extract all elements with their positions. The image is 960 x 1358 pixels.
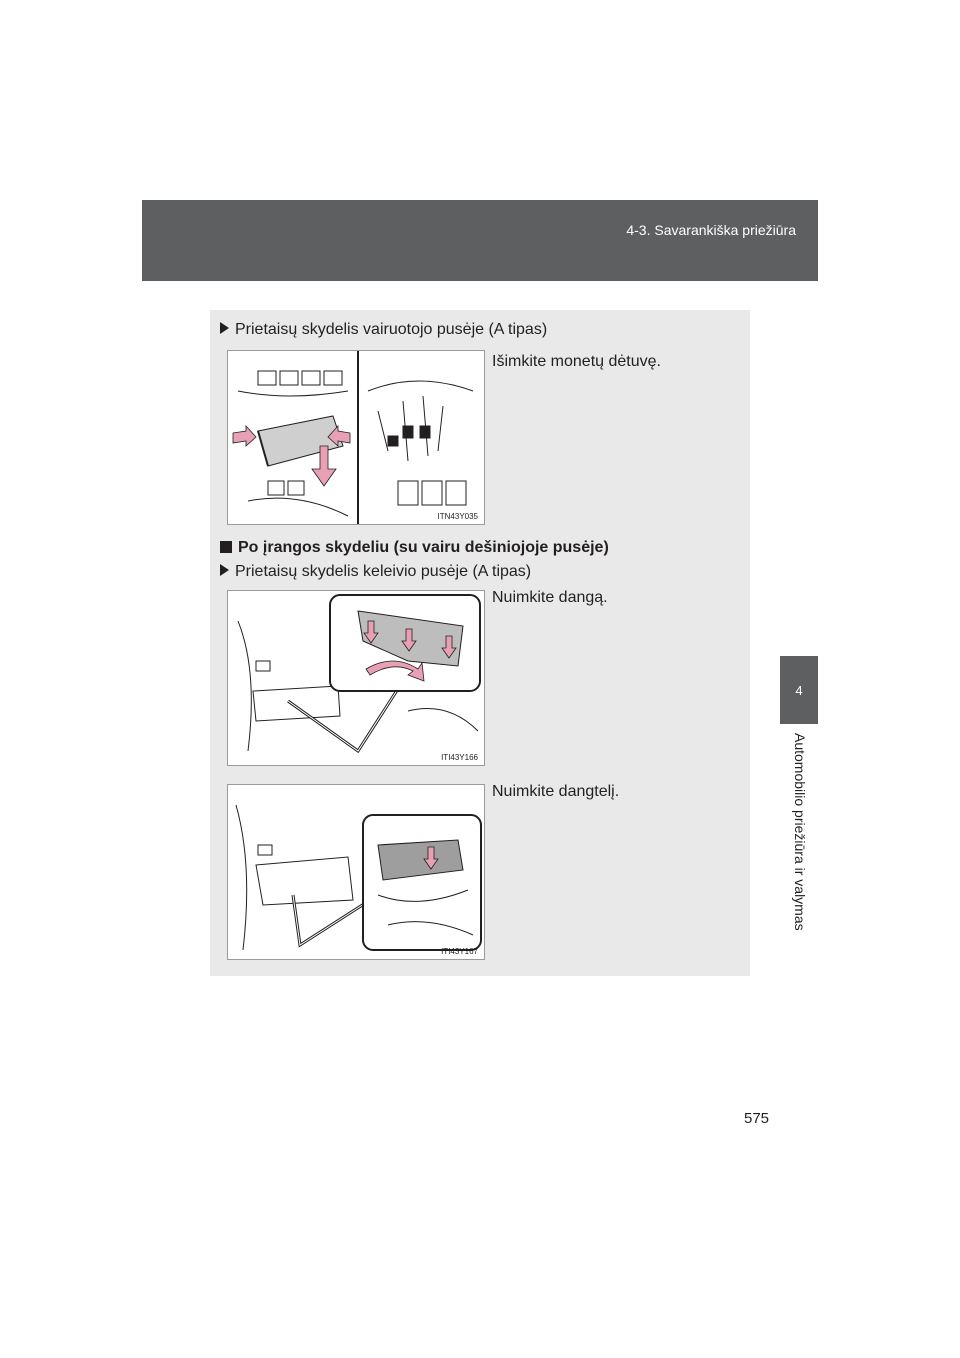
lid-illustration [228, 785, 485, 960]
figure3-code: ITI43Y167 [441, 947, 478, 956]
figure-cover-removal [227, 590, 485, 766]
item1-heading-text: Prietaisų skydelis vairuotojo pusėje (A tipas) [235, 321, 548, 338]
item2-heading [220, 562, 531, 582]
bullet-triangle-icon [220, 322, 229, 334]
chapter-tab [780, 656, 818, 724]
page-number: 575 [744, 1110, 770, 1127]
item1-step: Išimkite monetų dėtuvę. [492, 353, 661, 370]
item2-step: Nuimkite dangą. [492, 589, 608, 606]
item2-heading-text: Prietaisų skydelis keleivio pusėje (A tipas) [235, 563, 532, 580]
bullet-square-icon [220, 541, 232, 553]
chapter-number: 4 [795, 682, 803, 698]
coin-tray-illustration [228, 351, 485, 525]
cover-illustration [228, 591, 485, 766]
item1-heading [220, 320, 547, 340]
figure-coin-tray-removal [227, 350, 485, 525]
bullet-triangle-icon [220, 564, 229, 576]
figure2-code: ITI43Y166 [441, 753, 478, 762]
figure1-code: ITN43Y035 [437, 512, 478, 521]
section-heading-text: Po įrangos skydeliu (su vairu dešiniojoje pusėje) [238, 539, 609, 556]
item3-step: Nuimkite dangtelį. [492, 783, 620, 800]
section-heading [220, 538, 609, 558]
content-panel [210, 310, 750, 976]
figure-lid-removal [227, 784, 485, 960]
section-title: 4-3. Savarankiška priežiūra [626, 222, 796, 238]
chapter-title: Automobilio priežiūra ir valymas [792, 733, 808, 931]
header-band [142, 200, 818, 281]
